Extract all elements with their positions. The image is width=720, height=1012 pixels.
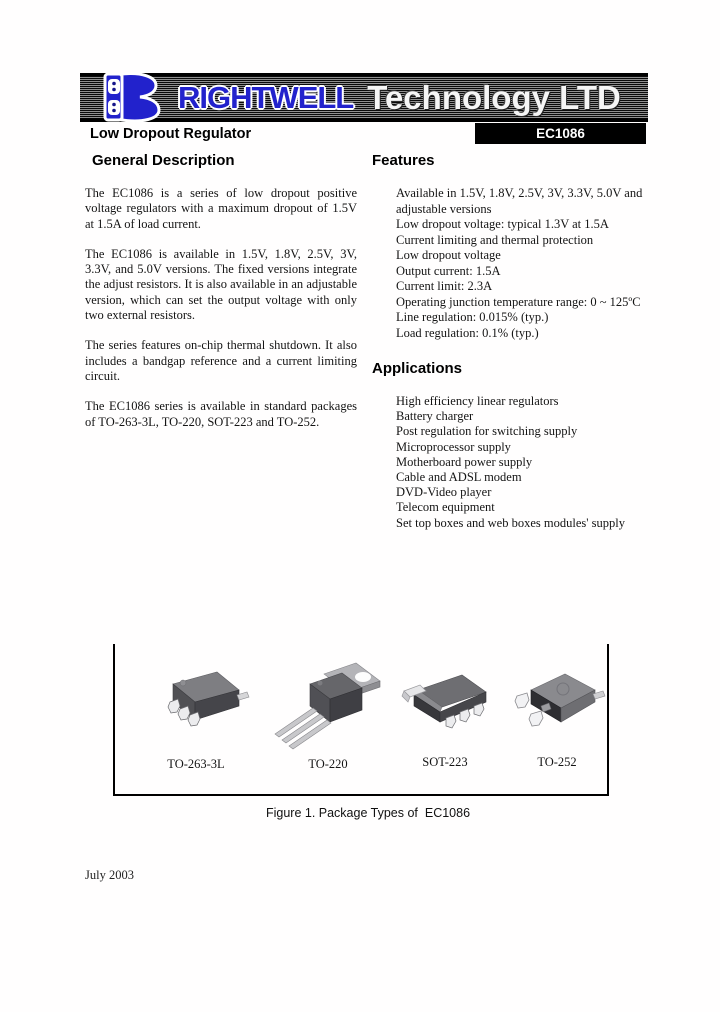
- package-label: SOT-223: [422, 755, 468, 769]
- description-paragraph: The EC1086 series is available in standard packages of TO-263-3L, TO-220, SOT-223 and TO-252.: [85, 399, 357, 429]
- feature-item: Available in 1.5V, 1.8V, 2.5V, 3V, 3.3V, 5.0V and adjustable versions: [396, 186, 643, 216]
- package-label: TO-220: [308, 757, 348, 771]
- general-description-section: [85, 152, 357, 445]
- application-item: Post regulation for switching supply: [396, 424, 578, 439]
- package-label: TO-252: [537, 755, 577, 769]
- applications-list: [372, 394, 656, 531]
- description-paragraph: The series features on-chip thermal shutdown. It also includes a bandgap reference and a current limiting circuit.: [85, 338, 357, 383]
- feature-item: Output current: 1.5A: [396, 263, 501, 278]
- application-item: Battery charger: [396, 409, 474, 424]
- feature-item: Current limit: 2.3A: [396, 279, 493, 293]
- application-item: Set top boxes and web boxes modules' supply: [396, 515, 625, 530]
- brand-suffix: Technology LTD: [367, 78, 621, 116]
- general-description-heading: General Description: [92, 152, 235, 169]
- feature-item: Line regulation: 0.015% (typ.): [396, 310, 549, 324]
- package-label: TO-263-3L: [167, 757, 225, 771]
- features-heading: Features: [372, 152, 435, 169]
- part-number-badge: EC1086: [475, 123, 646, 144]
- package-to-252: [495, 656, 619, 770]
- brightwell-logo-icon: [98, 71, 180, 123]
- feature-item: Low dropout voltage: typical 1.3V at 1.5A: [396, 217, 609, 231]
- applications-heading: Applications: [372, 360, 463, 377]
- application-item: Cable and ADSL modem: [396, 470, 522, 485]
- description-paragraph: The EC1086 is a series of low dropout positive voltage regulators with a maximum dropout of 1.5V at 1.5A of load current.: [85, 186, 357, 231]
- application-item: DVD-Video player: [396, 485, 492, 500]
- feature-item: Operating junction temperature range: 0 ~ 125ºC: [396, 294, 641, 309]
- document-title: Low Dropout Regulator: [90, 126, 252, 142]
- description-paragraph: The EC1086 is available in 1.5V, 1.8V, 2.5V, 3V, 3.3V, and 5.0V versions. The fixed versions integrate the adjust resistors. It is also available in an adjustable version, which can set the output voltage with only two external resistors.: [85, 246, 357, 323]
- sot-223-package-icon: [390, 662, 500, 748]
- feature-item: Current limiting and thermal protection: [396, 232, 594, 247]
- application-item: Motherboard power supply: [396, 454, 533, 469]
- package-to-263-3l: [134, 660, 258, 772]
- brand-name: RIGHTWELL: [178, 79, 354, 115]
- application-item: Telecom equipment: [396, 500, 495, 515]
- figure-caption: Figure 1. Package Types of EC1086: [265, 806, 471, 820]
- header-banner: [80, 73, 648, 122]
- features-list: [372, 186, 656, 341]
- right-column: [372, 152, 656, 531]
- to-252-package-icon: [501, 656, 613, 748]
- feature-item: Low dropout voltage: [396, 248, 501, 262]
- package-sot-223: [383, 662, 507, 770]
- to-220-package-icon: [268, 654, 388, 750]
- to-263-3l-package-icon: [140, 660, 252, 750]
- publication-date: July 2003: [85, 868, 134, 882]
- package-to-220: [266, 654, 390, 772]
- feature-item: Load regulation: 0.1% (typ.): [396, 325, 539, 340]
- application-item: High efficiency linear regulators: [396, 394, 559, 408]
- application-item: Microprocessor supply: [396, 439, 511, 454]
- package-figure-box: [113, 644, 609, 796]
